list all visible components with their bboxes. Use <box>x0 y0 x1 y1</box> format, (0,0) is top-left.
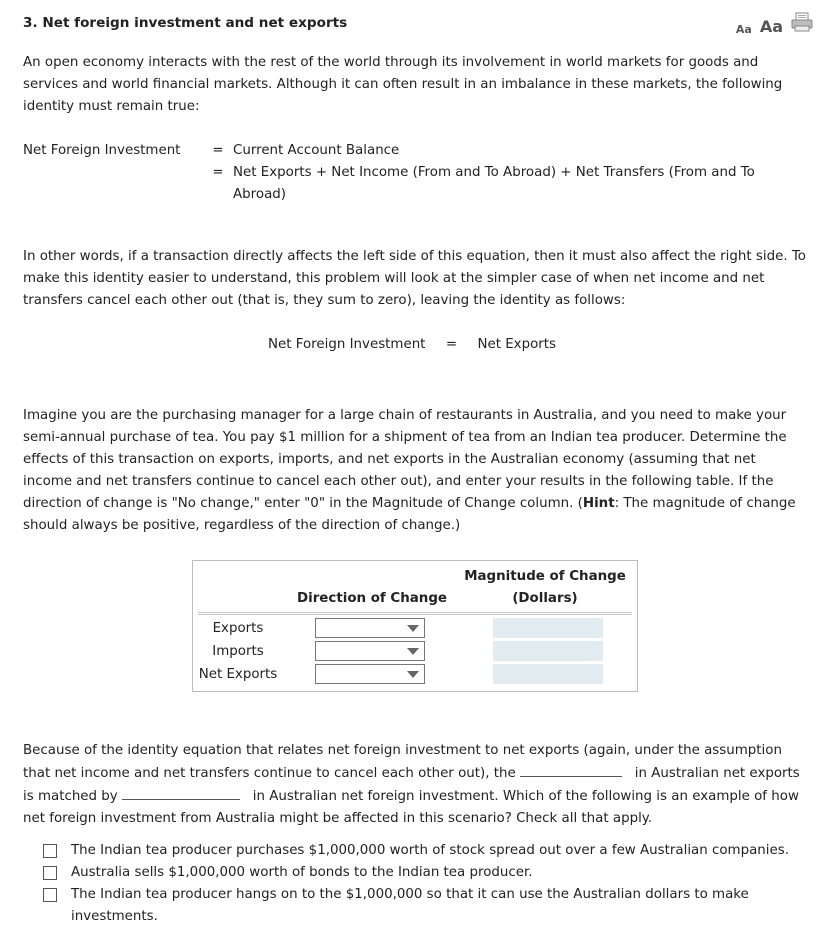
chevron-down-icon <box>407 625 419 632</box>
identity-line-1: Current Account Balance <box>233 143 400 158</box>
checkbox[interactable] <box>43 844 57 858</box>
text-tools <box>736 12 813 36</box>
hint-label: Hint <box>582 496 615 511</box>
net-exports-magnitude-input[interactable] <box>493 664 603 684</box>
scenario-paragraph: Imagine you are the purchasing manager for a large chain of restaurants in Australia, and you need to make your semi-annual purchase of tea. You pay $1 million for a shipment of tea from an Indian tea producer. Determine the effects of this transaction on exports, imports, and net exports in the Australian economy (assuming that net income and net transfers continue to cancel each other out), and enter your results in the following table. If the direction of change is "No change," enter "0" in the Magnitude of Change column. (Hint: The magnitude of change should always be positive, regardless of the direction of change.) <box>23 408 796 533</box>
direction-header: Direction of Change <box>297 591 447 606</box>
intro-paragraph: An open economy interacts with the rest of the world through its involvement in world markets for goods and services and world financial markets. Although it can often result in an imbalance in these markets, the following identity must remain true: <box>23 55 783 114</box>
blank-1[interactable] <box>520 762 622 777</box>
identity-equation <box>23 140 778 206</box>
blank-2[interactable] <box>122 785 240 800</box>
explanation-paragraph: In other words, if a transaction directly affects the left side of this equation, then it must also affect the right side. To make this identity easier to understand, this problem will look at the simpler case of when net income and net transfers cancel each other out (that is, they sum to zero), leaving the identity as follows: <box>23 249 806 308</box>
simple-left: Net Foreign Investment <box>268 337 426 352</box>
option-bond-sale[interactable]: Australia sells $1,000,000 worth of bonds to the Indian tea producer. <box>43 862 791 884</box>
option-hold-dollars[interactable]: The Indian tea producer hangs on to the $1,000,000 so that it can use the Australian dollars to make investments. <box>43 884 771 928</box>
chevron-down-icon <box>407 648 419 655</box>
decrease-font-button[interactable]: Aa <box>735 23 752 36</box>
checkbox[interactable] <box>43 866 57 880</box>
imports-direction-select[interactable] <box>315 641 425 661</box>
header-divider <box>198 612 632 615</box>
exports-magnitude-input[interactable] <box>493 618 603 638</box>
simple-equals: = <box>445 337 458 352</box>
identity-left: Net Foreign Investment <box>23 143 181 158</box>
exports-direction-select[interactable] <box>315 618 425 638</box>
imports-magnitude-input[interactable] <box>493 641 603 661</box>
question-title: 3. Net foreign investment and net exports <box>23 15 348 31</box>
equals-sign: = <box>212 143 224 158</box>
option-stock-purchase[interactable]: The Indian tea producer purchases $1,000,000 worth of stock spread out over a few Australian companies. <box>43 840 791 862</box>
equals-sign: = <box>212 165 224 180</box>
checkbox[interactable] <box>43 888 57 902</box>
row-label-net-exports: Net Exports <box>198 667 278 682</box>
print-icon[interactable] <box>791 12 813 36</box>
simple-right: Net Exports <box>477 337 557 352</box>
row-label-imports: Imports <box>212 644 264 659</box>
effects-table <box>192 560 638 692</box>
net-exports-direction-select[interactable] <box>315 664 425 684</box>
identity-question-paragraph: Because of the identity equation that relates net foreign investment to net exports (again, under the assumption that net income and net transfers continue to cancel each other out), the in Australian net exports is matched by in Australian net foreign investment. Which of the following is an example of how net foreign investment from Australia might be affected in this scenario? Check all that apply. <box>23 743 800 826</box>
magnitude-header: Magnitude of Change <box>464 569 626 584</box>
magnitude-header-units: (Dollars) <box>512 591 578 606</box>
chevron-down-icon <box>407 671 419 678</box>
simple-identity <box>268 334 556 356</box>
row-label-exports: Exports <box>212 621 264 636</box>
increase-font-button[interactable]: Aa <box>759 17 783 36</box>
identity-line-2: Net Exports + Net Income (From and To Abroad) + Net Transfers (From and To Abroad) <box>233 165 755 202</box>
